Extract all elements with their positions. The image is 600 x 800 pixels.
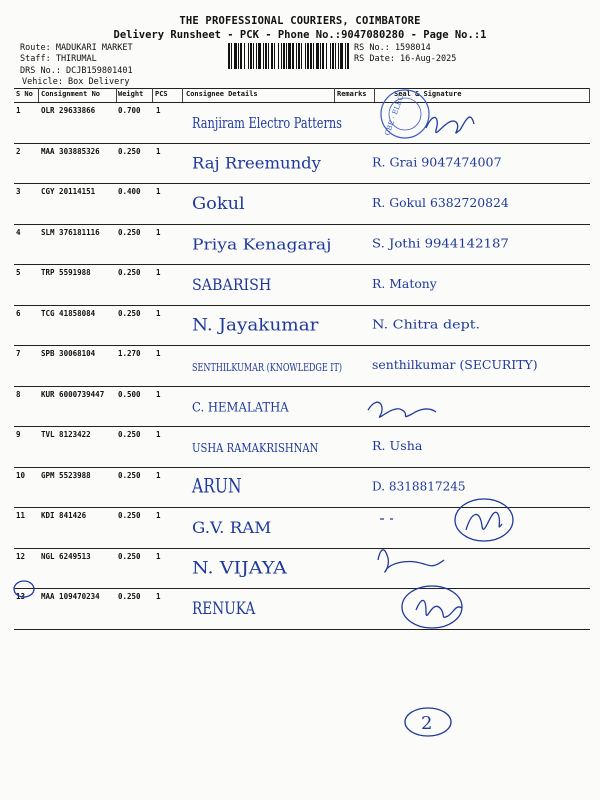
table-row-rule [14,305,590,306]
table-row-rule [14,143,590,144]
row-9-sno: 9 [16,430,21,439]
table-row-rule [14,183,590,184]
handwritten-consignee-row-9: USHA RAMAKRISHNAN [192,441,319,455]
table-row-rule [14,629,590,630]
handwritten-consignee-row-3: Gokul [192,194,245,214]
row-8-consignment: KUR 6000739447 [41,389,105,399]
row-2-pcs: 1 [156,146,161,156]
row-10-sno: 10 [16,470,26,480]
barcode-bar [322,43,324,69]
handwritten-signature-row-10: D. 8318817245 [372,479,466,494]
barcode-bar [265,43,267,69]
col-consignee: Consignee Details [186,90,258,98]
barcode-bar [310,43,312,69]
staff-label: Staff: THIRUMAL [20,54,97,64]
barcode-bar [231,43,232,69]
barcode-bar [250,43,252,69]
row-7-pcs: 1 [156,349,161,358]
row-7-weight: 1.270 [118,349,141,358]
barcode-bar [345,43,346,69]
row-10-consignment: GPM 5523988 [41,470,91,480]
row-9-pcs: 1 [156,430,161,439]
table-row-rule [14,264,590,265]
row-7-sno: 7 [16,349,21,358]
barcode-bar [326,43,327,69]
handwritten-signature-row-3: R. Gokul 6382720824 [372,196,510,210]
handwritten-consignee-row-8: C. HEMALATHA [192,400,290,416]
page-number-circle [405,708,451,736]
handwritten-consignee-row-7: SENTHILKUMAR (KNOWLEDGE IT) [192,361,342,374]
row-11-consignment: KDI 841426 [41,511,87,520]
table-row-rule [14,548,590,549]
barcode-bar [283,43,285,69]
row-1-weight: 0.700 [118,106,141,115]
barcode [228,43,350,69]
row-11-pcs: 1 [156,511,161,520]
barcode-bar [268,43,269,69]
barcode-bar [274,43,275,69]
row-9-weight: 0.250 [118,430,141,439]
row-12-sno: 12 [16,551,26,561]
rs-number: RS No.: 1598014 [354,43,431,53]
barcode-bar [278,43,279,69]
row-11-sno: 11 [16,511,26,520]
handwritten-signature-row-2: R. Grai 9047474007 [372,155,502,170]
handwritten-page-mark: 2 [421,713,433,734]
row-6-weight: 0.250 [118,308,141,318]
table-row-rule [14,224,590,225]
row-13-pcs: 1 [156,592,161,601]
barcode-bar [340,43,343,69]
row-12-pcs: 1 [156,551,161,561]
col-remarks: Remarks [337,90,367,98]
barcode-bar [338,43,339,69]
barcode-bar [248,43,249,69]
barcode-bar [298,43,300,69]
barcode-bar [286,43,287,69]
barcode-bar [296,43,297,69]
row-7-consignment: SPB 30068104 [41,349,96,358]
barcode-bar [347,43,349,69]
row-6-consignment: TCG 41858084 [41,308,96,318]
barcode-bar [228,43,230,69]
row-1-pcs: 1 [156,106,161,115]
barcode-bar [288,43,291,69]
row-2-sno: 2 [16,146,21,156]
barcode-bar [335,43,336,69]
handwritten-consignee-row-1: Ranjiram Electro Patterns [192,114,342,132]
drs-number: DRS No.: DCJB159801401 [20,66,133,76]
table-row-rule [14,588,590,589]
table-row-rule [14,386,590,387]
row-3-consignment: CGY 20114151 [41,187,96,196]
handwritten-signature-row-4: S. Jothi 9944142187 [372,236,509,251]
document-subtitle: Delivery Runsheet - PCK - Phone No.:9047080280 - Page No.:1 [113,29,487,41]
route-label: Route: MADUKARI MARKET [20,43,133,53]
row-4-consignment: SLM 376181116 [41,227,100,237]
row-3-weight: 0.400 [118,187,141,196]
svg-text:CBE · ELEC: CBE · ELEC [383,93,406,137]
table-row-rule [14,426,590,427]
barcode-bar [332,43,334,69]
table-top-rule [14,88,590,89]
row-2-weight: 0.250 [118,146,141,156]
row-4-sno: 4 [16,227,21,237]
row-3-pcs: 1 [156,187,161,196]
row-3-sno: 3 [16,187,21,196]
handwritten-consignee-row-10: ARUN [191,473,242,498]
row-8-sno: 8 [16,389,21,399]
barcode-bar [238,43,239,69]
row-13-sno: 13 [16,592,26,601]
barcode-bar [330,43,331,69]
row-6-sno: 6 [16,308,21,318]
row-5-consignment: TRP 5591988 [41,268,91,277]
row-4-pcs: 1 [156,227,161,237]
barcode-bar [240,43,242,69]
row-2-consignment: MAA 303885326 [41,146,100,156]
col-pcs: PCS [155,90,168,98]
row-8-weight: 0.500 [118,389,141,399]
row-13-weight: 0.250 [118,592,141,601]
row-6-pcs: 1 [156,308,161,318]
rs-date: RS Date: 16-Aug-2025 [354,54,457,64]
row-1-consignment: OLR 29633866 [41,106,96,115]
col-sno: S No [16,90,33,98]
barcode-bar [253,43,254,69]
barcode-bar [305,43,306,69]
handwritten-consignee-row-6: N. Jayakumar [192,315,320,336]
barcode-bar [281,43,282,69]
barcode-bar [256,43,257,69]
row-1-sno: 1 [16,106,21,115]
barcode-bar [301,43,302,69]
barcode-bar [307,43,309,69]
barcode-bar [244,43,245,69]
handwritten-consignee-row-12: N. VIJAYA [192,558,288,579]
handwritten-signature-row-6: N. Chitra dept. [372,317,480,332]
handwritten-signature-row-5: R. Matony [372,277,438,291]
handwritten-consignee-row-11: G.V. RAM [192,518,272,537]
handwritten-signature-row-9: R. Usha [372,439,423,453]
handwritten-consignee-row-5: SABARISH [192,275,272,294]
row-13-consignment: MAA 109470234 [41,592,100,601]
table-header-rule [14,102,590,103]
barcode-bar [316,43,319,69]
barcode-bar [292,43,294,69]
table-row-rule [14,507,590,508]
handwritten-signature-row-7: senthilkumar (SECURITY) [372,358,538,372]
barcode-bar [258,43,261,69]
col-consignment: Consignment No [41,90,101,98]
col-seal-signature: Seal & Signature [394,90,462,98]
row-12-consignment: NGL 6249513 [41,551,91,561]
handwritten-consignee-row-13: RENUKA [192,599,256,619]
barcode-bar [271,43,273,69]
row-11-weight: 0.250 [118,511,141,520]
barcode-bar [313,43,314,69]
document-title: THE PROFESSIONAL COURIERS, COIMBATORE [179,15,421,27]
handwritten-consignee-row-4: Priya Kenagaraj [192,235,332,254]
barcode-bar [234,43,237,69]
table-row-rule [14,345,590,346]
row-10-pcs: 1 [156,470,161,480]
col-weight: Weight [118,90,144,98]
row-9-consignment: TVL 8123422 [41,430,91,439]
barcode-bar [263,43,264,69]
row-10-weight: 0.250 [118,470,141,480]
row-4-weight: 0.250 [118,227,141,237]
row-5-sno: 5 [16,268,21,277]
vehicle-label: Vehicle: Box Delivery [22,77,130,87]
handwritten-consignee-row-2: Raj Rreemundy [192,153,321,173]
barcode-bar [320,43,321,69]
row-12-weight: 0.250 [118,551,141,561]
row-5-pcs: 1 [156,268,161,277]
runsheet-table [14,88,590,622]
table-row-rule [14,467,590,468]
row-5-weight: 0.250 [118,268,141,277]
row-8-pcs: 1 [156,389,161,399]
